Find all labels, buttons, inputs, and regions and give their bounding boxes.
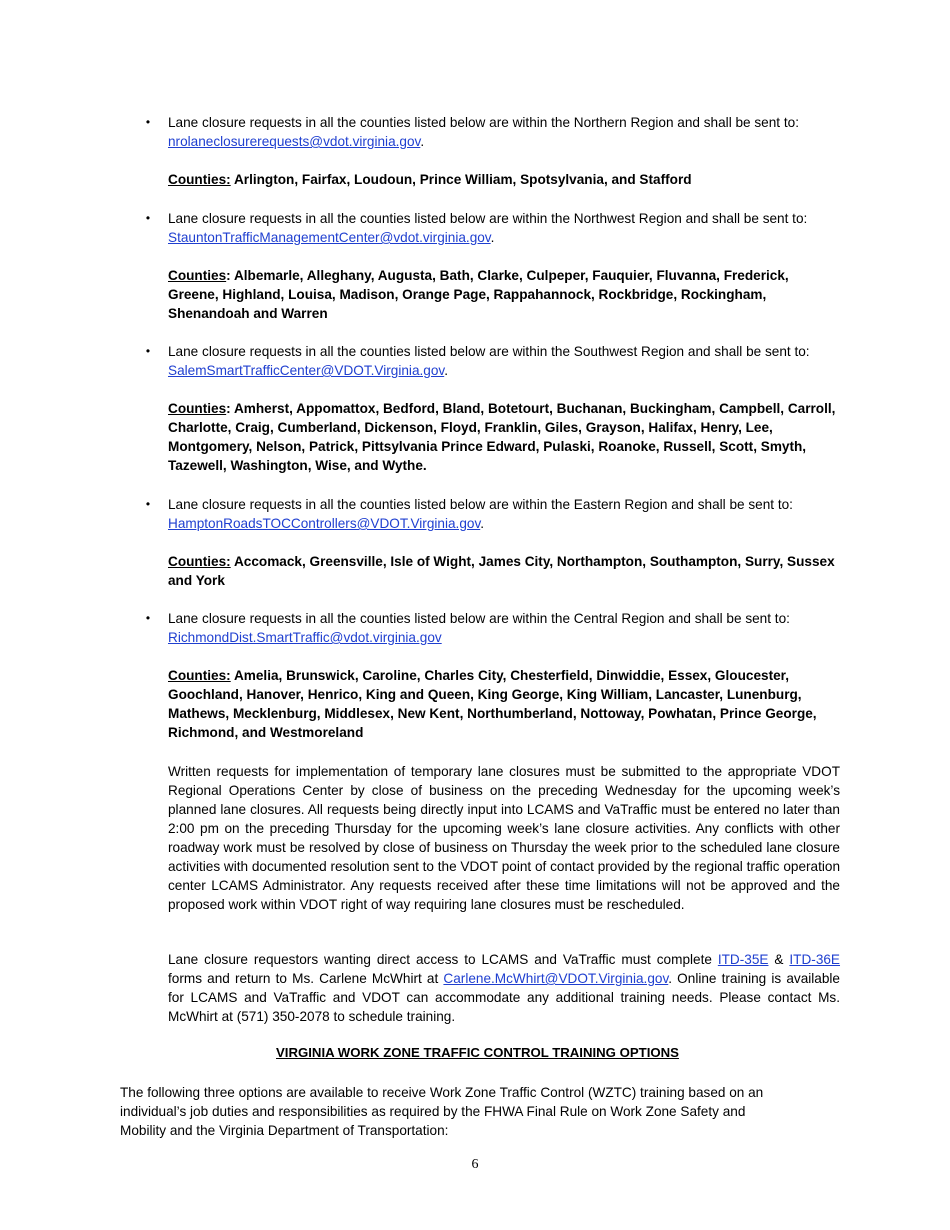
bullet-icon: •: [145, 344, 151, 358]
counties-label: Counties:: [168, 668, 231, 683]
region-item-northern: [145, 113, 840, 189]
itd-35e-link[interactable]: ITD-35E: [717, 952, 769, 967]
email-link-southwest[interactable]: SalemSmartTrafficCenter@VDOT.Virginia.gov: [168, 363, 445, 378]
counties-label: Counties: [168, 268, 227, 283]
page-number: 6: [471, 1157, 479, 1172]
counties-label: Counties: [168, 401, 227, 416]
written-requests-paragraph: Written requests for implementation of temporary lane closures must be submitted to the appropriate VDOT Regional Operations Center by close of business on the preceding Wednesday for the upcoming week’s planned lane closures. All requests being directly input into LCAMS and VaTraffic must be entered no later than 2:00 pm on the preceding Thursday for the upcoming week’s lane closure activities. Any conflicts with other roadway work must be resolved by close of business on Thursday the week prior to the scheduled lane closure activities with documented resolution sent to the VDOT point of contact provided by the regional traffic operation center LCAMS Administrator. Any requests received after these time limitations will not be approved and the proposed work within VDOT right of way requiring lane closures must be rescheduled.: [168, 764, 841, 912]
region-text: Lane closure requests in all the counties listed below are within the Northwest Region and shall be sent to: StauntonTrafficManagementCenter@vdot.virginia.gov.: [168, 211, 808, 245]
counties-list-southwest: Counties: Amherst, Appomattox, Bedford, Bland, Botetourt, Buchanan, Buckingham, Campbell, Carroll, Charlotte, Craig, Cumberland, Dickenson, Floyd, Franklin, Giles, Grayson, Halifax, Henry, Lee, Montgomery, Nelson, Patrick, Pittsylvania Prince Edward, Pulaski, Roanoke, Russell, Scott, Smyth, Tazewell, Washington, Wise, and Wythe.: [168, 401, 836, 473]
bullet-icon: •: [145, 497, 151, 511]
region-item-southwest: [145, 342, 840, 475]
region-item-central: [145, 609, 840, 742]
region-text: Lane closure requests in all the counties listed below are within the Northern Region and shall be sent to: nrolaneclosurerequests@vdot.virginia.gov.: [168, 115, 799, 149]
access-paragraph: Lane closure requestors wanting direct access to LCAMS and VaTraffic must complete ITD-35E & ITD-36E forms and return to Ms. Carlene McWhirt at Carlene.McWhirt@VDOT.Virginia.gov. Online training is available for LCAMS and VaTraffic and VDOT can accommodate any additional training needs. Please contact Ms. McWhirt at (571) 350-2078 to schedule training.: [168, 952, 841, 1024]
counties-list-central: Counties: Amelia, Brunswick, Caroline, Charles City, Chesterfield, Dinwiddie, Essex, Gloucester, Goochland, Hanover, Henrico, King and Queen, King George, King William, Lancaster, Lunenburg, Mathews, Mecklenburg, Middlesex, New Kent, Northumberland, Nottoway, Powhatan, Prince George, Richmond, and Westmoreland: [168, 668, 817, 740]
section-heading: VIRGINIA WORK ZONE TRAFFIC CONTROL TRAINING OPTIONS: [276, 1045, 679, 1060]
email-link-eastern[interactable]: HamptonRoadsTOCControllers@VDOT.Virginia.gov: [168, 516, 481, 531]
email-link-northwest[interactable]: StauntonTrafficManagementCenter@vdot.virginia.gov: [168, 230, 491, 245]
counties-list-eastern: Counties: Accomack, Greensville, Isle of Wight, James City, Northampton, Southampton, Surry, Sussex and York: [168, 554, 835, 588]
training-intro-paragraph: The following three options are available to receive Work Zone Traffic Control (WZTC) training based on an individual’s job duties and responsibilities as required by the FHWA Final Rule on Work Zone Safety and Mobility and the Virginia Department of Transportation:: [120, 1085, 764, 1138]
region-item-eastern: [145, 495, 840, 590]
email-link-central[interactable]: RichmondDist.SmartTraffic@vdot.virginia.gov: [168, 630, 442, 645]
email-link-northern[interactable]: nrolaneclosurerequests@vdot.virginia.gov: [168, 134, 421, 149]
bullet-icon: •: [145, 611, 151, 625]
region-text: Lane closure requests in all the counties listed below are within the Southwest Region and shall be sent to: SalemSmartTrafficCenter@VDOT.Virginia.gov.: [168, 344, 810, 378]
region-text: Lane closure requests in all the counties listed below are within the Central Region and shall be sent to: RichmondDist.SmartTraffic@vdot.virginia.gov: [168, 611, 790, 645]
counties-label: Counties:: [168, 172, 231, 187]
counties-label: Counties:: [168, 554, 231, 569]
mcwhirt-email-link[interactable]: Carlene.McWhirt@VDOT.Virginia.gov: [443, 971, 669, 986]
bullet-icon: •: [145, 115, 151, 129]
region-text: Lane closure requests in all the counties listed below are within the Eastern Region and shall be sent to: HamptonRoadsTOCControllers@VDOT.Virginia.gov.: [168, 497, 793, 531]
itd-36e-link[interactable]: ITD-36E: [789, 952, 841, 967]
bullet-icon: •: [145, 211, 151, 225]
counties-list-northern: Counties: Arlington, Fairfax, Loudoun, Prince William, Spotsylvania, and Stafford: [168, 172, 692, 187]
region-item-northwest: [145, 209, 840, 323]
counties-list-northwest: Counties: Albemarle, Alleghany, Augusta, Bath, Clarke, Culpeper, Fauquier, Fluvanna, Frederick, Greene, Highland, Louisa, Madison, Orange Page, Rappahannock, Rockbridge, Rockingham, Shenandoah and Warren: [168, 268, 789, 321]
